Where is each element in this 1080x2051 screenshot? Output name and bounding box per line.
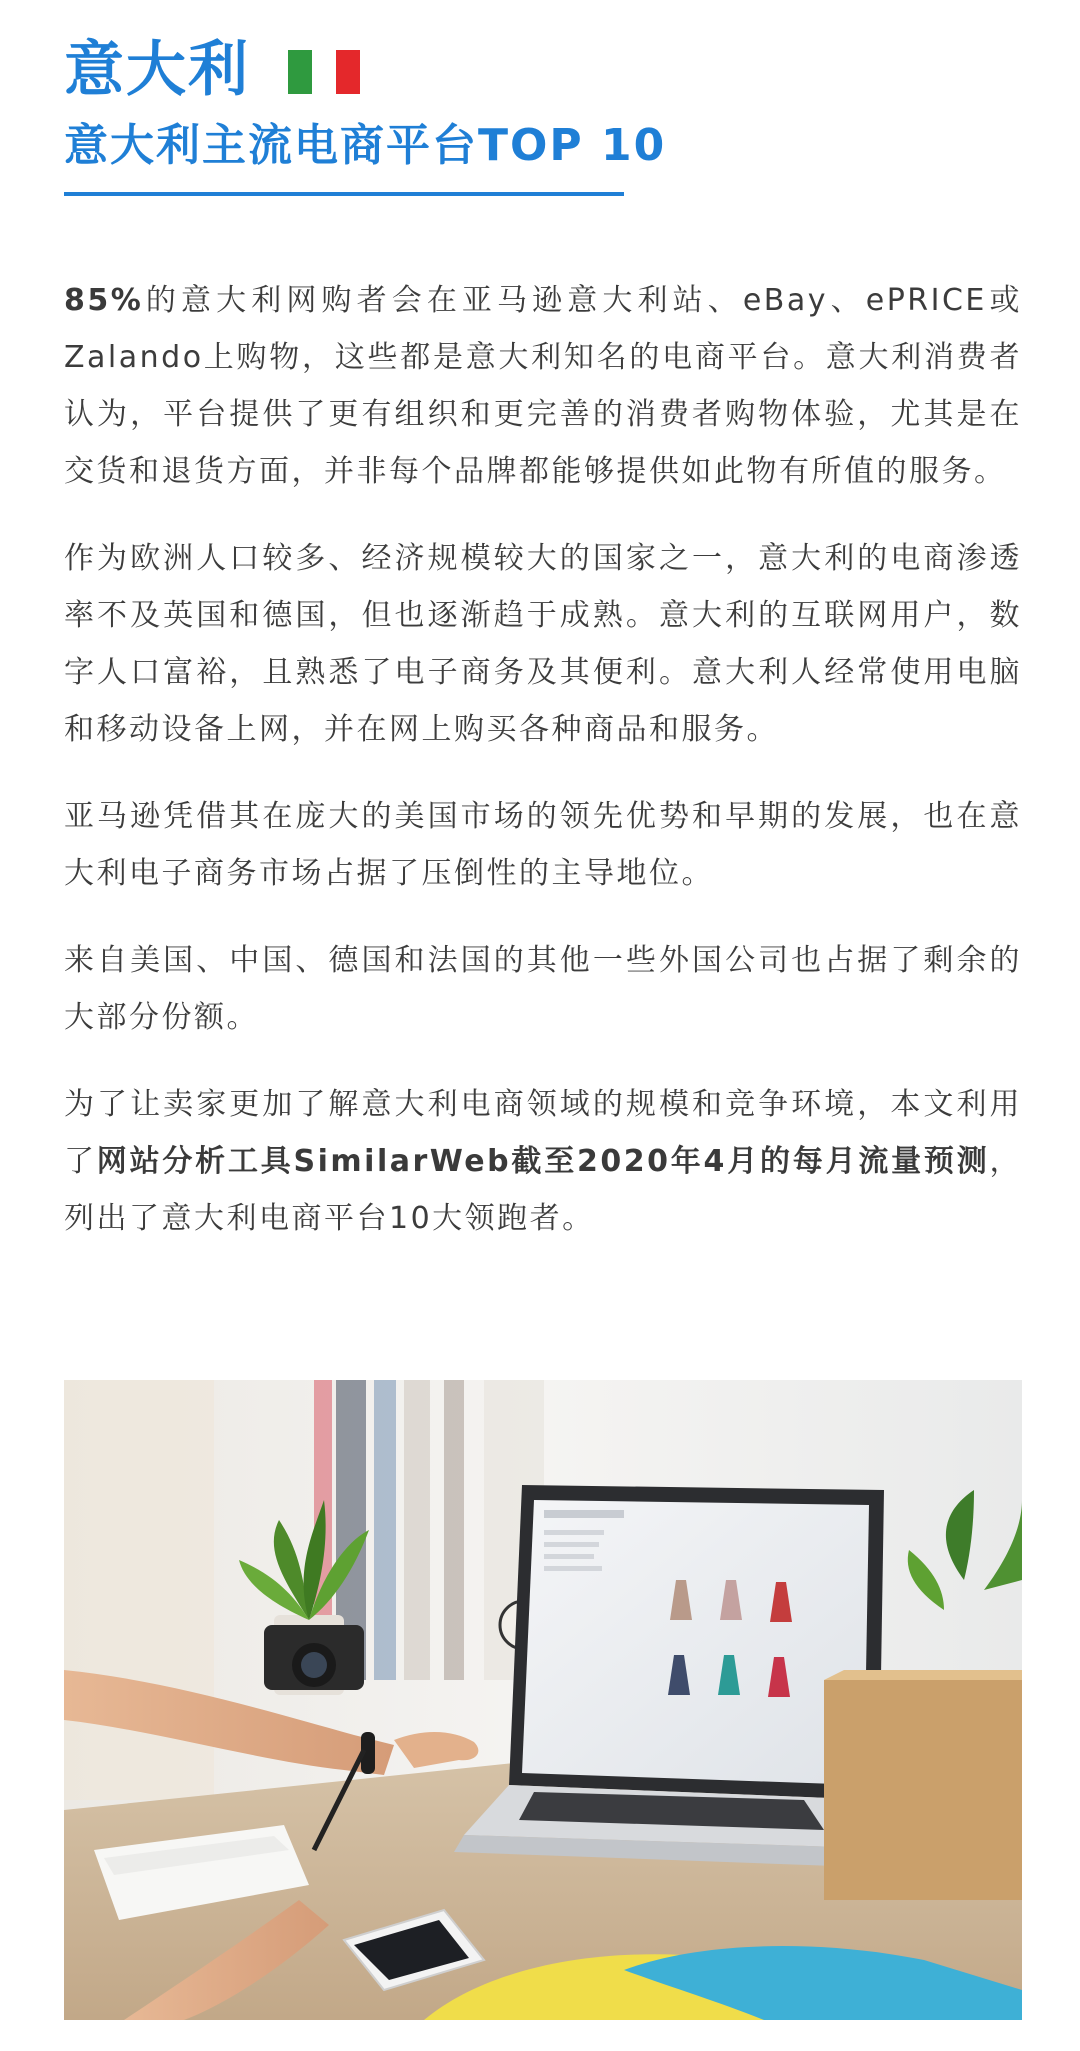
photo-illustration	[64, 1380, 1022, 2020]
paragraph-5-lead: 为了让卖家更加了解意大利电商领域的规模和竞争环境，本文利用了	[64, 1087, 1022, 1179]
page-title: 意大利	[64, 35, 250, 105]
title-underline	[64, 192, 624, 196]
paragraph-1	[64, 272, 1022, 500]
laptop-shopping-photo	[64, 1380, 1022, 2020]
paragraph-1-bold-lead: 85%	[64, 283, 144, 318]
flag-stripe-red	[336, 50, 360, 94]
title-row	[64, 30, 764, 110]
paragraph-5	[64, 1076, 1022, 1247]
italy-flag-icon	[288, 50, 360, 94]
paragraph-1-text: 的意大利网购者会在亚马逊意大利站、eBay、ePRICE或Zalando上购物，这些都是意大利知名的电商平台。意大利消费者认为，平台提供了更有组织和更完善的消费者购物体验，尤其是在交货和退货方面，并非每个品牌都能够提供如此物有所值的服务。	[64, 283, 1022, 489]
paragraph-5-tail: ，列出了意大利电商平台10大领跑者。	[64, 1144, 1023, 1236]
paragraph-3: 亚马逊凭借其在庞大的美国市场的领先优势和早期的发展，也在意大利电子商务市场占据了压倒性的主导地位。	[64, 799, 1022, 891]
paragraph-2: 作为欧洲人口较多、经济规模较大的国家之一，意大利的电商渗透率不及英国和德国，但也逐渐趋于成熟。意大利的互联网用户，数字人口富裕，且熟悉了电子商务及其便利。意大利人经常使用电脑和移动设备上网，并在网上购买各种商品和服务。	[64, 541, 1022, 747]
article-body	[64, 272, 1022, 1277]
page-subtitle: 意大利主流电商平台TOP 10	[64, 120, 667, 171]
flag-stripe-white	[312, 50, 336, 94]
paragraph-4: 来自美国、中国、德国和法国的其他一些外国公司也占据了剩余的大部分份额。	[64, 943, 1022, 1035]
paragraph-5-bold: 网站分析工具SimilarWeb截至2020年4月的每月流量预测	[96, 1144, 990, 1179]
flag-stripe-green	[288, 50, 312, 94]
article-header	[64, 30, 764, 196]
